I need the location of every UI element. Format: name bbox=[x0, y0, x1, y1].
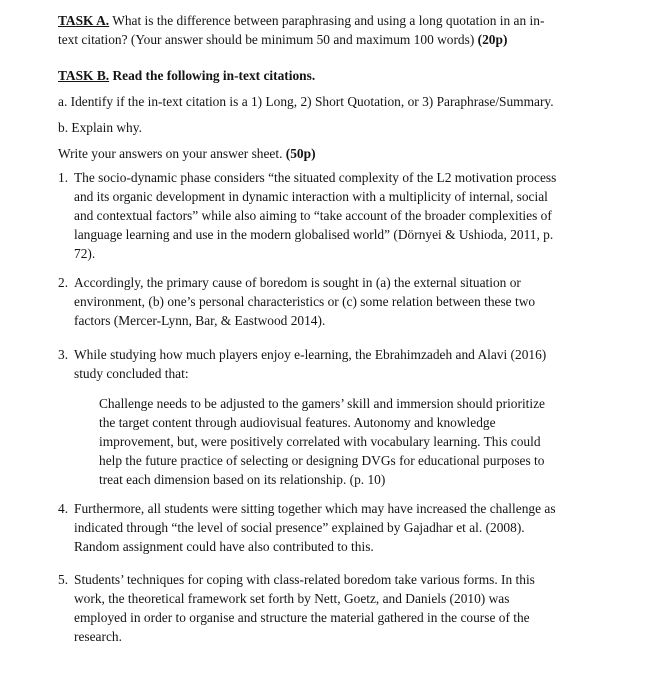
item-number: 2. bbox=[58, 275, 69, 290]
task-b-label: TASK B. bbox=[58, 68, 110, 83]
item-number: 4. bbox=[58, 501, 69, 516]
task-b-heading bbox=[58, 66, 618, 85]
task-a-line-2: text citation? (Your answer should be minimum 50 and maximum 100 words) (20p) bbox=[58, 32, 508, 47]
item-text: Furthermore, all students were sitting together which may have increased the challenge as indicated through “the level of social presence” explained by Gajadhar et al. (2008). Random assignment could have also contributed to this. bbox=[74, 501, 556, 554]
task-b-instruction-a: a. Identify if the in-text citation is a 1) Long, 2) Short Quotation, or 3) Paraphrase/Summary. bbox=[58, 94, 554, 109]
task-a-label: TASK A. bbox=[58, 13, 110, 28]
task-b-points: (50p) bbox=[285, 146, 316, 161]
worksheet-page: TASK A. What is the difference between paraphrasing and using a long quotation in an in- text citation? (Your answer should be minimum 50 and maximum 100 words) (20p) TASK B. Read the following in-text citations. a. Identify if the in-text citation is a 1) Long, 2) Short Quotation, or 3) Paraphrase/Summary. b. Explain why. Write your answers on your answer sheet. (50p) 1. The socio-dynamic phase considers “the situated complexity of the L2 motivation process and its organic development in dynamic interaction with a multiplicity of internal, social and contextual factors” while also aiming to “take account of the broader complexities of language learning and use in the modern globalised world” (Dörnyei & Ushioda, 2011, p. 72). 2. Accordingly, the primary cause of boredom is sought in (a) the external situation or environment, (b) one’s personal characteristics or (c) some relation between these two factors (Mercer-Lynn, Bar, & Eastwood 2014). 3. While studying how much players enjoy e-learning, the Ebrahimzadeh and Alavi (2016) study concluded that: Challenge needs to be adjusted to the gamers’ skill and immersion should prioritize the target content through audiovisual features. Autonomy and knowledge improvement, but, were positively correlated with vocabulary learning. This could help the future practice of selecting or designing DVGs for educational purposes to treat each dimension based on its relationship. (p. 10) 4. Furthermore, all students were sitting together which may have increased the challenge as indicated through “the level of social presence” explained by Gajadhar et al. (2008). Random assignment could have also contributed to this. 5. Students’ techniques for coping with class-related boredom take various forms. In this work, the theoretical framework set forth by Nett, Goetz, and Daniels (2010) was employed in order to organise and structure the material gathered in the course of the research. bbox=[0, 0, 658, 700]
item-text: While studying how much players enjoy e-learning, the Ebrahimzadeh and Alavi (2016) study concluded that: bbox=[74, 347, 547, 381]
item-text: Accordingly, the primary cause of boredom is sought in (a) the external situation or environment, (b) one’s personal characteristics or (c) some relation between these two factors (Mercer-Lynn, Bar, & Eastwood 2014). bbox=[74, 275, 536, 328]
task-b-title: Read the following in-text citations. bbox=[109, 68, 316, 83]
item-number: 3. bbox=[58, 347, 69, 362]
task-b-instruction-b: b. Explain why. bbox=[58, 120, 142, 135]
task-a-line-1: TASK A. What is the difference between paraphrasing and using a long quotation in an in- bbox=[58, 13, 545, 28]
item-text: The socio-dynamic phase considers “the situated complexity of the L2 motivation process and its organic development in dynamic interaction with a multiplicity of internal, social and contextual factors” while also aiming to “take account of the broader complexities of language learning and use in the modern globalised world” (Dörnyei & Ushioda, 2011, p. 72). bbox=[74, 170, 557, 261]
task-b-answer-note: Write your answers on your answer sheet. (50p) bbox=[58, 146, 316, 161]
task-a-points: (20p) bbox=[477, 32, 508, 47]
item-text: Students’ techniques for coping with class-related boredom take various forms. In this work, the theoretical framework set forth by Nett, Goetz, and Daniels (2010) was employed in order to organise and structure the material gathered in the course of the research. bbox=[74, 572, 535, 644]
item-number: 1. bbox=[58, 170, 69, 185]
task-a bbox=[58, 11, 618, 49]
item-number: 5. bbox=[58, 572, 69, 587]
